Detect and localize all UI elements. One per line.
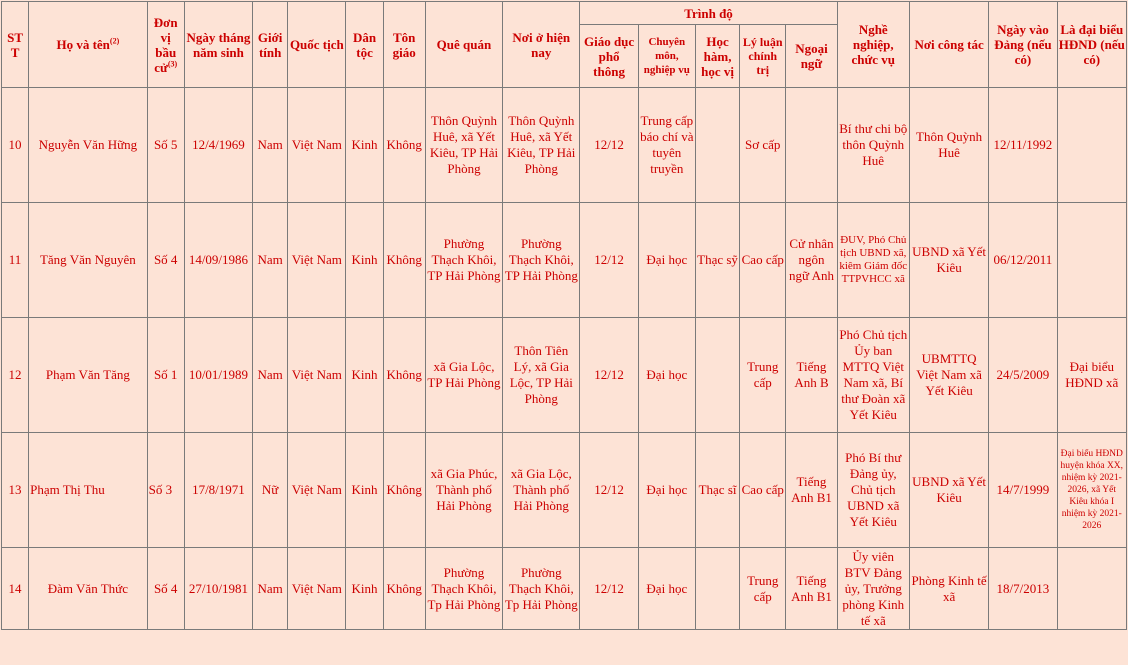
cell-unit: Số 5: [147, 88, 184, 203]
cell-residence: xã Gia Lộc, Thành phố Hải Phòng: [503, 433, 580, 548]
table-body: [2, 88, 1127, 630]
header-occupation: Nghề nghiệp, chức vụ: [837, 2, 909, 88]
cell-ethnicity: Kinh: [346, 88, 383, 203]
cell-workplace: Thôn Quỳnh Huê: [909, 88, 988, 203]
header-name: [29, 2, 148, 88]
table-header: [2, 2, 1127, 88]
cell-religion: Không: [383, 318, 425, 433]
cell-language: Tiếng Anh B1: [786, 433, 837, 548]
cell-religion: Không: [383, 88, 425, 203]
cell-specialty: Đại học: [638, 433, 695, 548]
header-education-group: Trình độ: [580, 2, 837, 25]
cell-delegate: [1057, 548, 1126, 630]
cell-politics: Trung cấp: [740, 548, 786, 630]
header-language: Ngoại ngữ: [786, 25, 837, 88]
cell-hometown: Phường Thạch Khôi, TP Hải Phòng: [425, 203, 502, 318]
header-gender: Giới tính: [253, 2, 288, 88]
cell-degree: Thạc sỹ: [695, 203, 739, 318]
cell-stt: 13: [2, 433, 29, 548]
cell-general-edu: 12/12: [580, 548, 638, 630]
cell-residence: Thôn Tiên Lý, xã Gia Lộc, TP Hải Phòng: [503, 318, 580, 433]
cell-dob: 27/10/1981: [184, 548, 252, 630]
cell-ethnicity: Kinh: [346, 548, 383, 630]
cell-delegate: Đại biểu HĐND huyện khóa XX, nhiệm kỳ 2021-2026, xã Yết Kiêu khóa I nhiệm kỳ 2021-2026: [1057, 433, 1126, 548]
cell-language: Tiếng Anh B1: [786, 548, 837, 630]
cell-ethnicity: Kinh: [346, 203, 383, 318]
cell-specialty: Đại học: [638, 318, 695, 433]
header-unit-text: Đơn vị bầu cử: [153, 14, 178, 75]
cell-general-edu: 12/12: [580, 318, 638, 433]
cell-name: Đàm Văn Thức: [29, 548, 148, 630]
cell-workplace: UBMTTQ Việt Nam xã Yết Kiêu: [909, 318, 988, 433]
cell-occupation: Ủy viên BTV Đảng ủy, Trưởng phòng Kinh tế xã: [837, 548, 909, 630]
cell-unit: Số 1: [147, 318, 184, 433]
header-name-text: Họ và tên: [56, 37, 110, 52]
cell-delegate: [1057, 203, 1126, 318]
header-unit-footnote: (3): [167, 59, 178, 69]
cell-politics: Sơ cấp: [740, 88, 786, 203]
cell-religion: Không: [383, 203, 425, 318]
cell-nationality: Việt Nam: [288, 433, 346, 548]
cell-hometown: Phường Thạch Khôi, Tp Hải Phòng: [425, 548, 502, 630]
cell-occupation: Phó Chủ tịch Ủy ban MTTQ Việt Nam xã, Bí thư Đoàn xã Yết Kiêu: [837, 318, 909, 433]
cell-unit: Số 4: [147, 548, 184, 630]
header-dob: Ngày tháng năm sinh: [184, 2, 252, 88]
cell-stt: 10: [2, 88, 29, 203]
cell-gender: Nam: [253, 203, 288, 318]
header-stt: STT: [2, 2, 29, 88]
table-row: [2, 548, 1127, 630]
candidate-table: [1, 1, 1127, 630]
cell-ethnicity: Kinh: [346, 433, 383, 548]
cell-nationality: Việt Nam: [288, 548, 346, 630]
cell-religion: Không: [383, 548, 425, 630]
cell-specialty: Đại học: [638, 203, 695, 318]
cell-workplace: Phòng Kinh tế xã: [909, 548, 988, 630]
cell-degree: [695, 88, 739, 203]
header-residence: Nơi ở hiện nay: [503, 2, 580, 88]
cell-degree: [695, 548, 739, 630]
cell-language: Cử nhân ngôn ngữ Anh: [786, 203, 837, 318]
cell-general-edu: 12/12: [580, 433, 638, 548]
cell-residence: Phường Thạch Khôi, Tp Hải Phòng: [503, 548, 580, 630]
cell-dob: 17/8/1971: [184, 433, 252, 548]
cell-delegate: Đại biểu HĐND xã: [1057, 318, 1126, 433]
header-party-date: Ngày vào Đảng (nếu có): [989, 2, 1057, 88]
cell-unit: Số 3: [147, 433, 184, 548]
cell-gender: Nam: [253, 548, 288, 630]
cell-politics: Cao cấp: [740, 433, 786, 548]
cell-dob: 12/4/1969: [184, 88, 252, 203]
cell-party-date: 06/12/2011: [989, 203, 1057, 318]
cell-name: Phạm Văn Tăng: [29, 318, 148, 433]
header-hometown: Quê quán: [425, 2, 502, 88]
cell-party-date: 18/7/2013: [989, 548, 1057, 630]
cell-general-edu: 12/12: [580, 203, 638, 318]
header-politics: Lý luận chính trị: [740, 25, 786, 88]
header-unit: [147, 2, 184, 88]
header-ethnicity: Dân tộc: [346, 2, 383, 88]
table-row: [2, 433, 1127, 548]
cell-stt: 12: [2, 318, 29, 433]
header-specialty: Chuyên môn, nghiệp vụ: [638, 25, 695, 88]
cell-name: Nguyễn Văn Hững: [29, 88, 148, 203]
cell-general-edu: 12/12: [580, 88, 638, 203]
header-name-footnote: (2): [109, 36, 120, 46]
header-workplace: Nơi công tác: [909, 2, 988, 88]
cell-ethnicity: Kinh: [346, 318, 383, 433]
cell-stt: 14: [2, 548, 29, 630]
cell-name: Tăng Văn Nguyên: [29, 203, 148, 318]
cell-politics: Cao cấp: [740, 203, 786, 318]
cell-religion: Không: [383, 433, 425, 548]
cell-degree: Thạc sĩ: [695, 433, 739, 548]
table-row: [2, 88, 1127, 203]
cell-unit: Số 4: [147, 203, 184, 318]
cell-gender: Nữ: [253, 433, 288, 548]
cell-hometown: Thôn Quỳnh Huê, xã Yết Kiêu, TP Hải Phòng: [425, 88, 502, 203]
header-nationality: Quốc tịch: [288, 2, 346, 88]
cell-specialty: Đại học: [638, 548, 695, 630]
cell-workplace: UBND xã Yết Kiêu: [909, 203, 988, 318]
cell-politics: Trung cấp: [740, 318, 786, 433]
cell-name: Phạm Thị Thu: [29, 433, 148, 548]
cell-specialty: Trung cấp báo chí và tuyên truyền: [638, 88, 695, 203]
cell-delegate: [1057, 88, 1126, 203]
cell-nationality: Việt Nam: [288, 203, 346, 318]
table-row: [2, 203, 1127, 318]
cell-occupation: ĐUV, Phó Chủ tịch UBND xã, kiêm Giám đốc TTPVHCC xã: [837, 203, 909, 318]
cell-party-date: 12/11/1992: [989, 88, 1057, 203]
cell-dob: 10/01/1989: [184, 318, 252, 433]
cell-party-date: 14/7/1999: [989, 433, 1057, 548]
cell-stt: 11: [2, 203, 29, 318]
cell-residence: Thôn Quỳnh Huê, xã Yết Kiêu, TP Hải Phòng: [503, 88, 580, 203]
cell-nationality: Việt Nam: [288, 318, 346, 433]
cell-hometown: xã Gia Lộc, TP Hải Phòng: [425, 318, 502, 433]
cell-occupation: Phó Bí thư Đảng ủy, Chủ tịch UBND xã Yết Kiêu: [837, 433, 909, 548]
cell-party-date: 24/5/2009: [989, 318, 1057, 433]
cell-hometown: xã Gia Phúc, Thành phố Hải Phòng: [425, 433, 502, 548]
cell-workplace: UBND xã Yết Kiêu: [909, 433, 988, 548]
cell-nationality: Việt Nam: [288, 88, 346, 203]
header-general-edu: Giáo dục phổ thông: [580, 25, 638, 88]
cell-language: [786, 88, 837, 203]
cell-gender: Nam: [253, 88, 288, 203]
header-religion: Tôn giáo: [383, 2, 425, 88]
cell-residence: Phường Thạch Khôi, TP Hải Phòng: [503, 203, 580, 318]
table-row: [2, 318, 1127, 433]
header-delegate: Là đại biểu HĐND (nếu có): [1057, 2, 1126, 88]
cell-degree: [695, 318, 739, 433]
cell-dob: 14/09/1986: [184, 203, 252, 318]
header-degree: Học hàm, học vị: [695, 25, 739, 88]
cell-language: Tiếng Anh B: [786, 318, 837, 433]
cell-gender: Nam: [253, 318, 288, 433]
cell-occupation: Bí thư chi bộ thôn Quỳnh Huê: [837, 88, 909, 203]
